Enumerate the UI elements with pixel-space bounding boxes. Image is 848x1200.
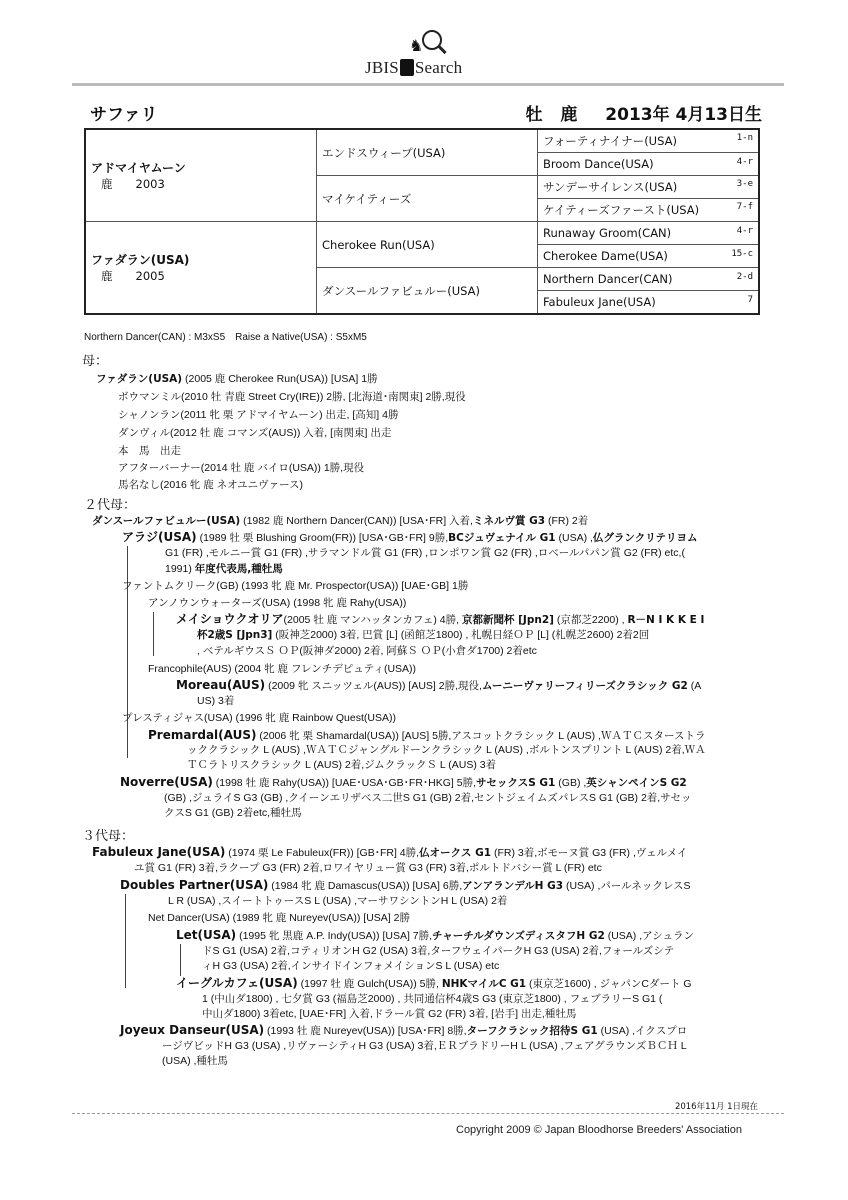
entry-name: Joyeux Danseur(USA) [120, 1023, 265, 1037]
entry-detail: (2005 牡 鹿 マンハッタンカフェ) 4勝, [283, 614, 462, 626]
offspring-line: アフターバーナー(2014 牡 鹿 バイロ(USA)) 1勝,現役 [118, 462, 365, 474]
descendant-line: Francophile(AUS) (2004 牝 鹿 フレンチデピュティ(USA)) [148, 663, 417, 675]
entry-name: Fabuleux Jane(USA) [92, 845, 226, 859]
entry-detail: (USA) ,パールネックレスS [563, 880, 691, 892]
entry-detail: (1982 鹿 Northern Dancer(CAN)) [USA･FR] 入着, [240, 515, 473, 527]
pedigree-gen3[interactable] [538, 153, 760, 176]
descendant-line: ドS G1 (USA) 2着,コティリオンH G2 (USA) 3着,ターフウェイパークH G3 (USA) 2着,フォールズシテ [202, 945, 675, 957]
entry-detail: (1998 牡 鹿 Rahy(USA)) [UAE･USA･GB･FR･HKG] 5勝, [212, 777, 477, 789]
family-number: 15-c [731, 249, 753, 259]
descendant-line [165, 562, 283, 576]
pedigree-gen3[interactable] [538, 199, 760, 222]
dam-info [91, 268, 311, 284]
entry-detail: (GB) , [555, 777, 587, 789]
logo-text [365, 58, 462, 78]
descendant-line: ＴＣラトリスクラシック L (AUS) 2着,ジムクラックＳ L (AUS) 3着 [187, 759, 497, 771]
pedigree-gen3[interactable] [538, 245, 760, 268]
entry-race: R－N I K K E I [627, 614, 705, 626]
sire-year: 2003 [135, 177, 165, 191]
descendant-line: クスS G1 (GB) 2着etc,種牡馬 [164, 807, 302, 819]
family-number: 4-r [736, 226, 753, 236]
descendant-line: (USA) ,種牡馬 [162, 1055, 228, 1067]
ancestor-name: ケイティーズファースト(USA) [543, 203, 700, 217]
entry-race: NHKマイルC G1 [441, 978, 527, 990]
descendant-line: Net Dancer(USA) (1989 牝 鹿 Nureyev(USA)) [USA] 2勝 [148, 912, 410, 924]
descendant-line: 中山ダ1800) 3着etc, [UAE･FR] 入着,ドラール賞 G2 (FR) 3着, [岩手] 出走,種牡馬 [202, 1008, 577, 1020]
section-second-dam: ２代母： [84, 498, 137, 513]
entry-detail: (1997 牡 鹿 Gulch(USA)) 5勝, [297, 978, 442, 990]
entry-race: 仏グランクリテリヨム [592, 532, 698, 544]
footer-rule [72, 1113, 784, 1115]
descendant-line: ッククラシック L (AUS) ,ＷＡＴＣジャングルドーンクラシック L (AUS) ,ボルトンスプリント L (AUS) 2着,ＷＡ [187, 744, 706, 756]
horse-meta [513, 100, 762, 125]
dam-entry [96, 372, 378, 386]
family-number: 1-n [736, 133, 753, 143]
entry-race: 仏オークス G1 [419, 847, 492, 859]
tree-line [127, 546, 128, 758]
descendant-line: ージヴビッドH G3 (USA) ,リヴァーシティH G3 (USA) 3着,ＥＲブラドリーH L (USA) ,フェアグラウンズＢＣＨ L [162, 1040, 687, 1052]
horse-name: サファリ [90, 105, 158, 125]
ancestor-name: Northern Dancer(CAN) [543, 272, 673, 286]
third-dam-entry [92, 845, 687, 860]
entry-honor: 年度代表馬,種牡馬 [194, 563, 283, 575]
entry-detail: (1984 牝 鹿 Damascus(USA)) [USA] 6勝, [268, 880, 463, 892]
descendant-line: (GB) ,ジュライS G3 (GB) ,クイーンエリザベス二世S G1 (GB) 2着,セントジェイムズパレスS G1 (GB) 2着,サセッ [164, 792, 692, 804]
descendant-line [176, 612, 704, 627]
entry-detail: (2006 牝 栗 Shamardal(USA)) [AUS] 5勝,アスコットクラシック L (AUS) ,ＷＡＴＣスターストラ [256, 730, 706, 742]
offspring-line: 馬名なし(2016 牝 鹿 ネオユニヴァース) [118, 479, 304, 491]
section-third-dam: ３代母： [82, 829, 135, 844]
ancestor-name: Runaway Groom(CAN) [543, 226, 672, 240]
jbis-search-logo [365, 28, 495, 80]
pedigree-gen3[interactable] [538, 268, 760, 291]
entry-detail: (FR) 3着,ボモーヌ賞 G3 (FR) ,ヴェルメイ [491, 847, 688, 859]
descendant-line [148, 728, 705, 743]
entry-race: ムーニーヴァリーフィリーズクラシック G2 [481, 680, 688, 692]
pedigree-dam[interactable] [85, 222, 317, 315]
family-number: 4-r [736, 157, 753, 167]
entry-name: アラジ(USA) [122, 530, 197, 544]
descendant-line [120, 1023, 687, 1038]
entry-name: Premardal(AUS) [148, 728, 257, 742]
section-dam: 母： [82, 354, 109, 369]
as-of-date: 2016年11月 1日現在 [674, 1102, 758, 1112]
entry-detail: (A [687, 680, 702, 692]
descendant-line: , ベテルギウスＳ ＯＰ(阪神ダ2000) 2着, 阿蘇Ｓ ＯＰ(小倉ダ1700) 2着etc [197, 645, 537, 657]
family-number: 3-e [736, 179, 753, 189]
horse-icon: ♞ [409, 36, 424, 55]
offspring-line: ボウマンミル(2010 牡 青鹿 Street Cry(IRE)) 2勝, [北海道･南関東] 2勝,現役 [118, 391, 466, 403]
descendant-line: 1 (中山ダ1800) , 七夕賞 G3 (福島芝2000) , 共同通信杯4歳S G3 (東京芝1800) , フェブラリーS G1 ( [202, 993, 663, 1005]
sire-name: アドマイヤムーン [91, 161, 186, 175]
ancestor-name: Fabuleux Jane(USA) [543, 295, 656, 309]
family-number: 7 [747, 295, 753, 305]
logo-block [400, 59, 414, 76]
entry-detail: (1993 牡 鹿 Nureyev(USA)) [USA･FR] 8勝, [264, 1025, 467, 1037]
descendant-line: G1 (FR) ,モルニー賞 G1 (FR) ,サラマンドル賞 G1 (FR) ,ロンポワン賞 G2 (FR) ,ロベールパパン賞 G2 (FR) etc,( [165, 547, 685, 559]
header-rule [72, 83, 784, 86]
descendant-line: L R (USA) ,スイートトゥースS L (USA) ,マーサワシントンH L (USA) 2着 [168, 895, 508, 907]
entry-name: イーグルカフェ(USA) [176, 976, 298, 990]
second-dam-entry [92, 514, 588, 528]
ancestor-name: フォーティナイナー(USA) [543, 134, 677, 148]
dam-color: 鹿 [101, 269, 113, 283]
descendant-line [120, 775, 687, 790]
dam-entry-name: ファダラン(USA) [96, 373, 183, 385]
pedigree-gen2[interactable]: エンドスウィープ(USA) [317, 129, 538, 176]
entry-name: メイショウクオリア [176, 612, 284, 626]
entry-detail: (USA) , [555, 532, 593, 544]
entry-detail: (USA) ,イクスプロ [597, 1025, 688, 1037]
entry-detail: (阪神芝2000) 3着, 巴賞 [L] (函館芝1800) , 札幌日経ＯＰ [L] (札幌芝2600) 2着2回 [272, 629, 650, 641]
entry-race: チャーチルダウンズディスタフH G2 [432, 930, 605, 942]
entry-name: Moreau(AUS) [176, 678, 266, 692]
entry-detail: 1991) [165, 563, 195, 575]
descendant-line: ィH G3 (USA) 2着,インサイドインフォメイションS L (USA) etc [202, 960, 500, 972]
descendant-line: ユ賞 G1 (FR) 3着,ラクープ G3 (FR) 2着,ロワイヤリュー賞 G3 (FR) 3着,ポルトドバシー賞 L (FR) etc [134, 862, 602, 874]
entry-race: サセックスS G1 [476, 777, 556, 789]
entry-detail: (1995 牝 黒鹿 A.P. Indy(USA)) [USA] 7勝, [236, 930, 433, 942]
descendant-line [176, 976, 692, 991]
entry-race: ミネルヴ賞 G3 [472, 515, 546, 527]
entry-race: 英シャンペインS G2 [586, 777, 687, 789]
pedigree-gen2[interactable]: Cherokee Run(USA) [317, 222, 538, 268]
dam-entry-detail: (2005 鹿 Cherokee Run(USA)) [USA] 1勝 [182, 373, 378, 385]
ancestor-name: Cherokee Dame(USA) [543, 249, 668, 263]
entry-name: ダンスールファビュルー(USA) [92, 515, 241, 527]
offspring-line: シャノンラン(2011 牝 栗 アドマイヤムーン) 出走, [高知] 4勝 [118, 409, 399, 421]
ancestor-name: サンデーサイレンス(USA) [543, 180, 678, 194]
pedigree-gen2[interactable]: ダンスールファビュルー(USA) [317, 268, 538, 315]
pedigree-gen2[interactable]: マイケイティーズ [317, 176, 538, 222]
entry-detail: (2009 牝 スニッツェル(AUS)) [AUS] 2勝,現役, [265, 680, 482, 692]
descendant-line [197, 628, 649, 642]
title-row [86, 100, 762, 126]
entry-detail: (東京芝1600) , ジャパンCダート G [526, 978, 692, 990]
entry-detail: (京都芝2200) , [553, 614, 628, 626]
ancestor-name: Broom Dance(USA) [543, 157, 654, 171]
entry-race: 京都新聞杯 [Jpn2] [461, 614, 554, 626]
entry-detail: (1989 牡 栗 Blushing Groom(FR)) [USA･GB･FR] 9勝, [196, 532, 449, 544]
descendant-line [120, 878, 691, 893]
entry-detail: (USA) ,アシュラン [604, 930, 695, 942]
entry-race: 杯2歳S [Jpn3] [197, 629, 273, 641]
entry-detail: (1974 栗 Le Fabuleux(FR)) [GB･FR] 4勝, [225, 847, 420, 859]
pedigree-sire[interactable] [85, 129, 317, 222]
horse-birth-date: 2013年 4月13日生 [605, 105, 762, 125]
entry-name: Noverre(USA) [120, 775, 213, 789]
tree-line [125, 894, 126, 988]
logo-text-right: Search [414, 58, 463, 77]
tree-line [180, 944, 181, 976]
descendant-line: アンノウンウォーターズ(USA) (1998 牝 鹿 Rahy(USA)) [148, 597, 407, 609]
entry-race: ターフクラシック招待S G1 [466, 1025, 598, 1037]
horse-sex: 牡 [525, 105, 543, 125]
dam-name: ファダラン(USA) [91, 253, 190, 267]
inbreeding-note: Northern Dancer(CAN) : M3xS5 Raise a Native(USA) : S5xM5 [84, 332, 367, 343]
entry-race: アンアランデルH G3 [462, 880, 564, 892]
sire-color: 鹿 [101, 177, 113, 191]
descendant-line: ファントムクリーク(GB) (1993 牝 鹿 Mr. Prospector(USA)) [UAE･GB] 1勝 [122, 580, 469, 592]
pedigree-gen3[interactable] [538, 222, 760, 245]
entry-race: BCジュヴェナイル G1 [448, 532, 556, 544]
pedigree-gen3[interactable] [538, 129, 760, 153]
offspring-line: ダンヴィル(2012 牡 鹿 コマンズ(AUS)) 入着, [南関東] 出走 [118, 427, 392, 439]
family-number: 2-d [736, 272, 753, 282]
family-number: 7-f [736, 202, 753, 212]
magnifier-handle [437, 45, 446, 54]
descendant-line [176, 678, 701, 693]
copyright: Copyright 2009 © Japan Bloodhorse Breeders' Association [456, 1124, 742, 1136]
descendant-line [176, 928, 694, 943]
sire-info [91, 176, 311, 192]
pedigree-gen3[interactable] [538, 291, 760, 315]
pedigree-table [84, 128, 760, 315]
entry-name: Doubles Partner(USA) [120, 878, 269, 892]
entry-name: Let(USA) [176, 928, 237, 942]
entry-detail: (FR) 2着 [545, 515, 589, 527]
descendant-line [122, 530, 698, 545]
descendant-line: US) 3着 [197, 695, 235, 707]
tree-line [153, 612, 154, 656]
offspring-line: 本 馬 出走 [118, 445, 181, 457]
dam-year: 2005 [135, 269, 165, 283]
descendant-line: プレスティジャス(USA) (1996 牝 鹿 Rainbow Quest(USA)) [122, 712, 396, 724]
pedigree-gen3[interactable] [538, 176, 760, 199]
logo-text-left: JBIS [365, 58, 399, 77]
horse-color: 鹿 [560, 105, 578, 125]
